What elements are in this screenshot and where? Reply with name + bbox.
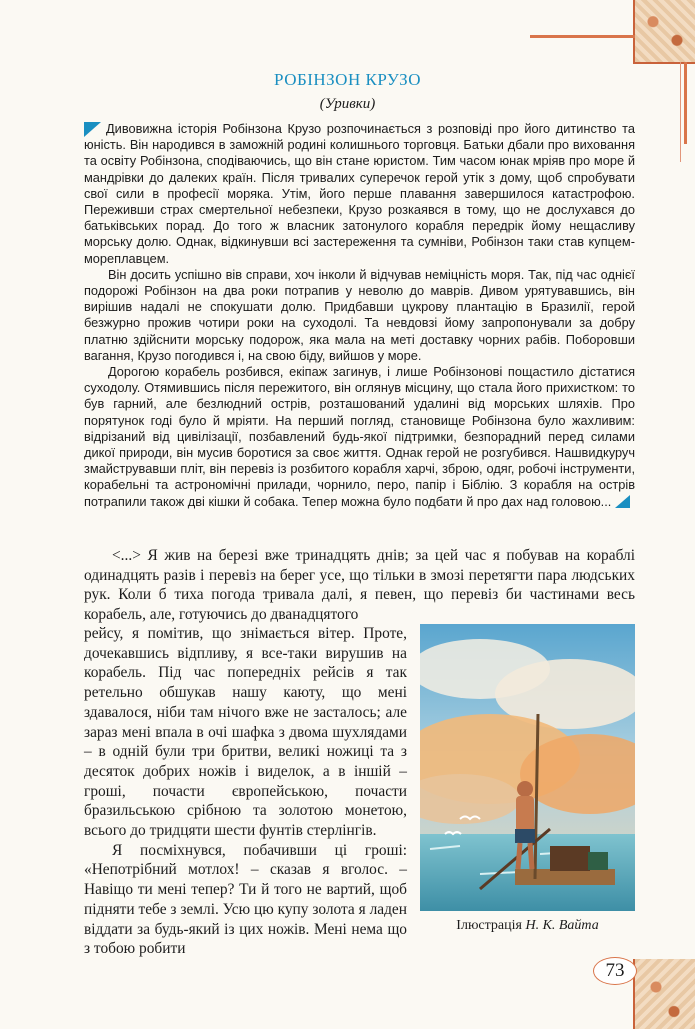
summary-paragraph: Дивовижна історія Робінзона Крузо розпочинається з розповіді про його дитинство та юність. Він народився в заможній родині колишнього торговця. Батьки дбали про виховання та освіту Робінзона, сподіваючись, що він стане юристом. Тим часом юнак мріяв про море й мандрівки до далеких країн. Після тривалих суперечок герой утік з дому, щоб спробувати свої сили в професії моряка. Утім, його перше плавання завершилося катастрофою. Переживши страх смертельної небезпеки, Крузо розкаявся в тому, що не дослухався до батьківських порад. До того ж власник затонулого корабля передрік йому нещасливу морську долю. Однак, відкинувши всі застереження та сумніви, Робінзон таки став купцем-мореплавцем. [84,121,635,266]
robinson-raft-illustration [420,624,635,911]
story-paragraph: <...> Я жив на березі вже тринадцять днів; за цей час я побував на кораблі одинадцять разів і перевіз на берег усе, що тільки в змозі перетягти пара людських рук. Коли б тиха погода тривала далі, я певен, що перевіз би частинами весь корабель, але, готуючись до дванадцятого [84,547,635,624]
summary-block [84,121,635,510]
illustration-caption: Ілюстрація Н. К. Вайта [456,918,599,933]
page-subtitle: (Уривки) [319,96,376,112]
summary-paragraph: Він досить успішно вів справи, хоч інколи й відчував неміцність моря. Так, під час однієї подорожі Робінзон на два роки потрапив у неволю до маврів. Дивом урятувавшись, він вирішив надалі не спокушати долю. Придбавши цукрову плантацію в Бразилії, герой безжурно прожив чотири роки на суходолі. Та невдовзі йому запропонували за добру платню здійснити морську подорож, яка мала на меті доставку чорних рабів. Поборовши вагання, Крузо погодився і, на свою біду, вийшов у море. [84,266,635,363]
page-title: РОБІНЗОН КРУЗО [274,70,421,89]
story-paragraph: Я посміхнувся, побачивши ці гроші: «Непотрібний мотлох! – сказав я вголос. – Навіщо ти мені тепер? Ти й того не вартий, щоб підняти тебе з землі. Усю цю купу золота я ладен віддати за будь-який із цих ножів. Мені нема що з тобою робити [84,841,407,958]
story-paragraph: рейсу, я помітив, що знімається вітер. Проте, дочекавшись відпливу, я все-таки вирушив на корабель. Під час попередніх рейсів я так ретельно обшукав нашу каюту, що мені здавалося, ніби там нічого вже не засталось; але зараз мені впала в очі шафка з двома шухлядами – в одній були три бритви, великі ножиці та з десяток добрих ножів і виделок, а в іншій – гроші, почасти європейською, почасти бразильською срібною та золотою монетою, всього до тридцяти шести фунтів стерлінгів. [84,625,407,840]
corner-ornament [633,0,695,64]
summary-end-marker-icon [615,495,630,508]
summary-start-marker-icon [84,122,101,137]
story-text-column [84,624,407,959]
story-text-full [84,546,635,625]
decorative-rule [530,35,635,38]
corner-ornament-bottom [633,959,695,1029]
summary-paragraph: Дорогою корабель розбився, екіпаж загинув, і лише Робінзонові пощастило дістатися суходолу. Отямившись після пережитого, він оглянув місцину, що стала його прихистком: то був гарний, але безлюдний острів, розташований удалині від морських шляхів. Про порятунок годі було й мріяти. На перший погляд, становище Робінзона було жахливим: відрізаний від цивілізації, позбавлений будь-якої підтримки, безпорадний перед силами дикої природи, він мусив боротися за своє життя. Однак герой не розгубився. Нашвидкуруч змайструвавши пліт, він перевіз із розбитого корабля харчі, зброю, одяг, робочі інструменти, корабельні та астрономічні прилади, чорнило, перо, папір і Біблію. З корабля на острів потрапили також дві кішки й собака. Тепер можна було подбати й про дах над головою... [84,364,635,509]
page-number: 73 [593,957,637,985]
illustration [420,624,635,911]
